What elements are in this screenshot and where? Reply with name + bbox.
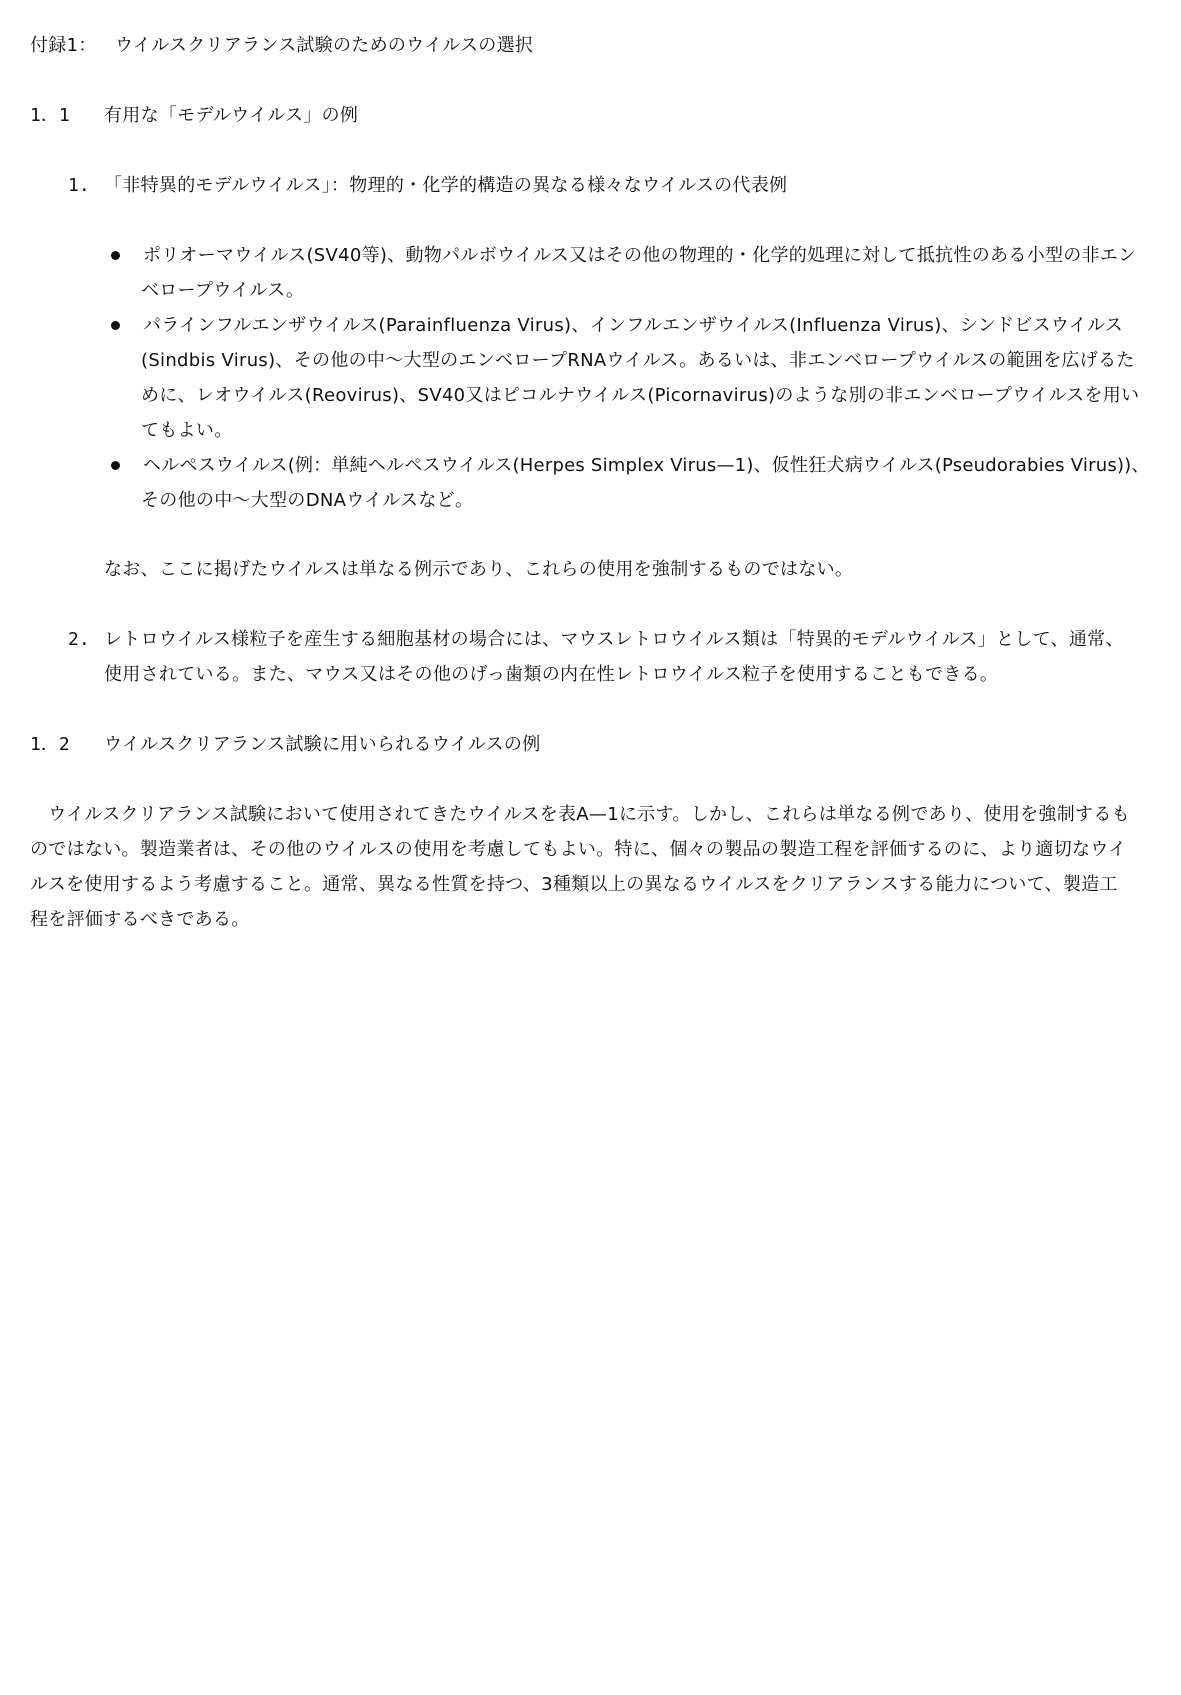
- bullet-2-line-4: てもよい。: [141, 420, 233, 441]
- bullet-1-line-1: ポリオーマウイルス(SV40等)、動物パルボウイルス又はその他の物理的・化学的処理に対して抵抗性のある小型の非エン: [143, 245, 1137, 266]
- body-line-1: ウイルスクリアランス試験において使用されてきたウイルスを表A—1に示す。しかし、これらは単なる例であり、使用を強制するも: [30, 804, 1130, 825]
- bullet-2-line-2: (Sindbis Virus)、その他の中～大型のエンベロープRNAウイルス。あるいは、非エンベロープウイルスの範囲を広げるた: [141, 350, 1135, 371]
- item-2-number: 2.: [68, 629, 90, 650]
- section-1-1-title: 有用な「モデルウイルス」の例: [104, 105, 359, 126]
- body-line-4: 程を評価するべきである。: [30, 909, 250, 930]
- section-1-1-number: 1．1: [30, 105, 70, 126]
- body-line-2: のではない。製造業者は、その他のウイルスの使用を考慮してもよい。特に、個々の製品の製造工程を評価するのに、より適切なウイ: [30, 839, 1127, 860]
- item-1-number: 1.: [68, 175, 90, 196]
- bullet-3-line-2: その他の中～大型のDNAウイルスなど。: [141, 490, 474, 511]
- item-2-line-1: レトロウイルス様粒子を産生する細胞基材の場合には、マウスレトロウイルス類は「特異的モデルウイルス」として、通常、: [104, 629, 1124, 650]
- bullet-2-line-3: めに、レオウイルス(Reovirus)、SV40又はピコルナウイルス(Picornavirus)のような別の非エンベロープウイルスを用い: [141, 385, 1140, 406]
- bullet-marker: [111, 251, 120, 260]
- item-1-title: 「非特異的モデルウイルス」：物理的・化学的構造の異なる様々なウイルスの代表例: [104, 175, 788, 196]
- bullet-1-line-2: ベロープウイルス。: [141, 280, 305, 301]
- appendix-label: 付録1：: [30, 35, 97, 56]
- item-2-line-2: 使用されている。また、マウス又はその他のげっ歯類の内在性レトロウイルス粒子を使用することもできる。: [104, 664, 999, 685]
- item-1-note: なお、ここに掲げたウイルスは単なる例示であり、これらの使用を強制するものではない。: [104, 559, 854, 580]
- bullet-3-line-1: ヘルペスウイルス(例：単純ヘルペスウイルス(Herpes Simplex Virus—1)、仮性狂犬病ウイルス(Pseudorabies Virus))、: [143, 455, 1150, 476]
- bullet-marker: [111, 461, 120, 470]
- bullet-2-line-1: パラインフルエンザウイルス(Parainfluenza Virus)、インフルエンザウイルス(Influenza Virus)、シンドビスウイルス: [143, 315, 1124, 336]
- section-1-2-number: 1．2: [30, 734, 70, 755]
- body-line-3: ルスを使用するよう考慮すること。通常、異なる性質を持つ、3種類以上の異なるウイルスをクリアランスする能力について、製造工: [30, 874, 1118, 895]
- appendix-title: ウイルスクリアランス試験のためのウイルスの選択: [115, 35, 534, 56]
- bullet-marker: [111, 321, 120, 330]
- section-1-2-title: ウイルスクリアランス試験に用いられるウイルスの例: [104, 734, 541, 755]
